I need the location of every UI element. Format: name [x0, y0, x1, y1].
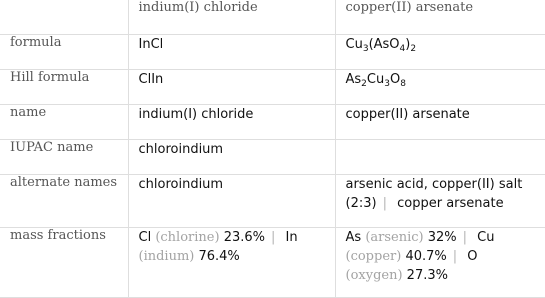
separator: |	[271, 229, 276, 245]
cell-copper-arsenate	[335, 104, 545, 139]
cell-text: chloroindium	[138, 176, 224, 192]
cell-indium-chloride	[128, 69, 335, 104]
cell-indium-chloride	[128, 34, 335, 69]
subscript: 2	[361, 78, 367, 89]
cell-indium-chloride	[128, 139, 335, 174]
cell-text: Cu	[366, 71, 385, 87]
cell-copper-arsenate	[335, 139, 545, 174]
cell-indium-chloride	[128, 174, 335, 227]
cell-text: 32%	[423, 229, 457, 245]
cell-text: As	[345, 71, 362, 87]
cell-text: arsenic acid, copper(II) salt (2:3)	[345, 176, 523, 211]
cell-text: As	[345, 229, 366, 245]
cell-text: copper(II) arsenate	[345, 106, 470, 122]
cell-text: copper arsenate	[397, 195, 504, 211]
cell-indium-chloride	[128, 104, 335, 139]
cell-text: In	[285, 229, 298, 245]
row-formula	[0, 34, 545, 69]
cell-text: 40.7%	[401, 248, 447, 264]
cell-indium-chloride	[128, 227, 335, 297]
cell-text: 23.6%	[219, 229, 265, 245]
column-header-copper-arsenate: copper(II) arsenate	[335, 0, 545, 34]
cell-text: 76.4%	[194, 248, 240, 264]
column-header-indium-chloride: indium(I) chloride	[128, 0, 335, 34]
element-name: (oxygen)	[345, 267, 403, 283]
cell-copper-arsenate	[335, 69, 545, 104]
subscript: 2	[410, 43, 417, 54]
subscript: 3	[384, 78, 390, 89]
row-mass-fractions	[0, 227, 545, 297]
row-hill-formula	[0, 69, 545, 104]
row-alternate-names	[0, 174, 545, 227]
row-label: IUPAC name	[0, 139, 128, 174]
row-label: formula	[0, 34, 128, 69]
subscript: 4	[399, 43, 406, 54]
subscript: 3	[362, 43, 369, 54]
element-name: (arsenic)	[365, 229, 424, 245]
cell-copper-arsenate	[335, 227, 545, 297]
cell-text: ClIn	[138, 71, 164, 87]
separator: |	[462, 229, 468, 245]
row-iupac-name	[0, 139, 545, 174]
cell-text: Cu	[477, 229, 495, 245]
separator: |	[452, 248, 458, 264]
cell-text: indium(I) chloride	[138, 106, 254, 122]
cell-copper-arsenate	[335, 174, 545, 227]
cell-text: (AsO	[368, 36, 400, 52]
header-corner	[0, 0, 128, 34]
cell-text: InCl	[138, 36, 164, 52]
cell-text: O	[467, 248, 478, 264]
element-name: (chlorine)	[155, 229, 220, 245]
cell-text: Cu	[345, 36, 363, 52]
cell-text: chloroindium	[138, 141, 224, 157]
row-label: name	[0, 104, 128, 139]
cell-text: O	[389, 71, 401, 87]
subscript: 8	[400, 78, 406, 89]
row-label: mass fractions	[0, 227, 128, 297]
separator: |	[382, 195, 387, 211]
cell-text: )	[405, 36, 411, 52]
cell-text: 27.3%	[402, 267, 448, 283]
header-row	[0, 0, 545, 34]
cell-text: Cl	[138, 229, 156, 245]
cell-copper-arsenate	[335, 34, 545, 69]
row-label: Hill formula	[0, 69, 128, 104]
row-name	[0, 104, 545, 139]
row-label: alternate names	[0, 174, 128, 227]
element-name: (copper)	[345, 248, 402, 264]
element-name: (indium)	[138, 248, 195, 264]
